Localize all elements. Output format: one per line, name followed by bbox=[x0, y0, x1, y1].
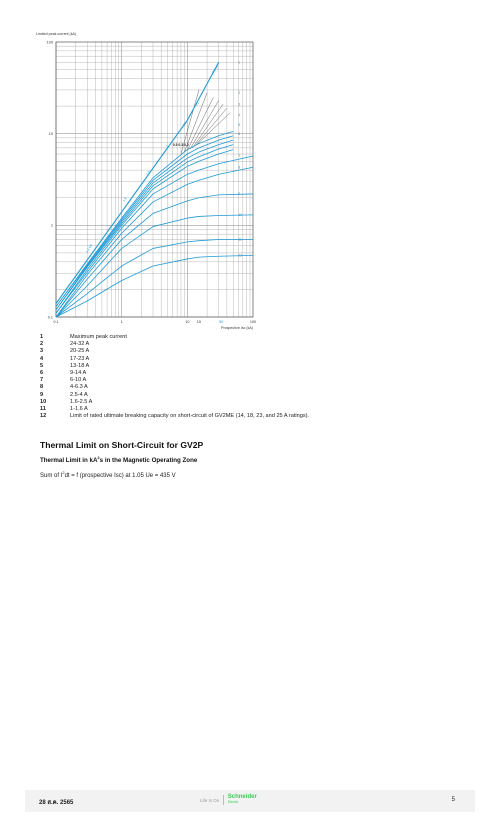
footer-date: 28 ส.ค. 2565 bbox=[39, 800, 74, 806]
legend-text: 6-10 A bbox=[70, 377, 87, 384]
x-tick-label: 15 bbox=[196, 320, 202, 324]
series-line-1 bbox=[56, 62, 219, 303]
curve-label: 8 bbox=[238, 165, 241, 170]
x-tick-label: 0.1 bbox=[53, 320, 59, 324]
curve-label: 1 bbox=[238, 60, 241, 65]
curve-label: 6 bbox=[238, 131, 241, 136]
chart-svg bbox=[28, 28, 268, 333]
legend-number: 12 bbox=[40, 413, 47, 420]
legend-row bbox=[40, 334, 440, 341]
legend-number: 9 bbox=[40, 391, 44, 398]
x-tick-label: 100 bbox=[249, 320, 257, 324]
legend-number: 5 bbox=[40, 362, 44, 369]
max-curve-annotation: 1.6 Ipk bbox=[84, 243, 94, 254]
footer-tagline: Life Is On bbox=[200, 797, 220, 803]
logo-divider bbox=[223, 795, 224, 805]
schneider-logo bbox=[200, 795, 257, 805]
legend-row bbox=[40, 370, 440, 377]
legend-row bbox=[40, 356, 440, 363]
legend-text: 4-6.3 A bbox=[70, 384, 88, 391]
legend-row bbox=[40, 377, 440, 384]
curve-label: 3 bbox=[238, 102, 241, 107]
legend-number: 6 bbox=[40, 370, 44, 377]
cosphi-label: 0.5 0.3 0.2 bbox=[172, 143, 189, 148]
legend-row bbox=[40, 399, 440, 406]
max-curve-annotation: 1.8 bbox=[121, 196, 128, 203]
legend-text: 13-18 A bbox=[70, 362, 90, 369]
series-line-9 bbox=[56, 194, 253, 317]
y-tick-label: 100 bbox=[46, 40, 53, 45]
legend-text: 24-32 A bbox=[70, 341, 90, 348]
max-curve-annotation: 2.2 Ipk bbox=[210, 64, 220, 75]
x-tick-label-highlight: 50 bbox=[219, 320, 224, 324]
y-tick-label: 10 bbox=[48, 131, 53, 136]
legend-text: 1-1.6 A bbox=[70, 406, 88, 413]
formula-suffix: dt = f (prospective Isc) at 1.05 Ue = 435 V bbox=[64, 473, 176, 479]
legend-text: 17-23 A bbox=[70, 355, 90, 362]
subtitle-prefix: Thermal Limit in kA bbox=[40, 457, 98, 465]
legend-row bbox=[40, 341, 440, 348]
legend-text: 20-25 A bbox=[70, 348, 90, 355]
max-curve-annotation: 1.9 bbox=[145, 170, 151, 176]
legend-number: 8 bbox=[40, 384, 44, 391]
curve-label: 10 bbox=[238, 213, 243, 218]
formula-text bbox=[40, 470, 176, 479]
legend-text: 9-14 A bbox=[70, 370, 87, 377]
legend-number: 11 bbox=[40, 406, 46, 413]
legend-number: 4 bbox=[40, 355, 44, 362]
curve-label: 2 bbox=[238, 90, 241, 95]
legend-text: 1.6-2.5 A bbox=[70, 398, 93, 405]
y-tick-label: 1 bbox=[50, 223, 53, 228]
legend-row bbox=[40, 392, 440, 399]
chart-legend bbox=[40, 334, 440, 420]
legend-number: 7 bbox=[40, 377, 44, 384]
legend-row bbox=[40, 363, 440, 370]
subtitle-sup: 2 bbox=[97, 455, 100, 460]
page-footer bbox=[25, 790, 475, 812]
curve-label: 12 bbox=[238, 253, 243, 258]
curve-label: 4 bbox=[238, 113, 241, 118]
legend-row bbox=[40, 384, 440, 391]
section-subtitle bbox=[40, 455, 197, 464]
brand-wordmark bbox=[228, 795, 257, 805]
y-axis-label: Limited peak current (kA) bbox=[36, 32, 77, 36]
legend-number: 10 bbox=[40, 398, 47, 405]
brand-name: Schneider bbox=[227, 794, 257, 800]
max-curve-annotation: 2.1 bbox=[181, 121, 188, 127]
legend-row bbox=[40, 406, 440, 413]
curve-label: 5 bbox=[238, 122, 241, 127]
page-number: 5 bbox=[451, 797, 455, 803]
y-tick-label: 0.1 bbox=[47, 315, 53, 320]
legend-row bbox=[40, 413, 440, 420]
curve-label: 9 bbox=[238, 192, 241, 197]
legend-text: Limit of rated ultimate breaking capacity on short-circuit of GV2ME (14, 18, 23, and 25 A ratings). bbox=[70, 413, 310, 420]
max-curve-annotation: 2 bbox=[165, 144, 170, 149]
formula-sup: 2 bbox=[62, 470, 65, 475]
series-line-2 bbox=[56, 131, 233, 306]
subtitle-suffix: s in the Magnetic Operating Zone bbox=[99, 457, 198, 465]
limitation-chart bbox=[28, 28, 268, 333]
max-curve-annotation: 2.2 bbox=[194, 100, 201, 107]
legend-text: Maximum peak current bbox=[70, 334, 127, 340]
curve-label: 11 bbox=[238, 237, 242, 242]
series-line-12 bbox=[56, 255, 253, 317]
x-tick-label: 1 bbox=[120, 320, 123, 324]
legend-number: 3 bbox=[40, 348, 44, 355]
legend-number: 2 bbox=[40, 341, 44, 348]
legend-number: 1 bbox=[40, 334, 44, 340]
formula-prefix: Sum of I bbox=[40, 473, 63, 479]
x-tick-label: 10 bbox=[185, 320, 190, 324]
legend-row bbox=[40, 348, 440, 355]
legend-text: 2.5-4 A bbox=[70, 391, 88, 398]
x-axis-label: Prospective Isc (kA) bbox=[221, 326, 253, 330]
curve-label: 7 bbox=[238, 154, 241, 159]
reference-line bbox=[193, 104, 224, 148]
brand-sub: Electric bbox=[227, 800, 239, 804]
section-title: Thermal Limit on Short-Circuit for GV2P bbox=[40, 440, 204, 450]
